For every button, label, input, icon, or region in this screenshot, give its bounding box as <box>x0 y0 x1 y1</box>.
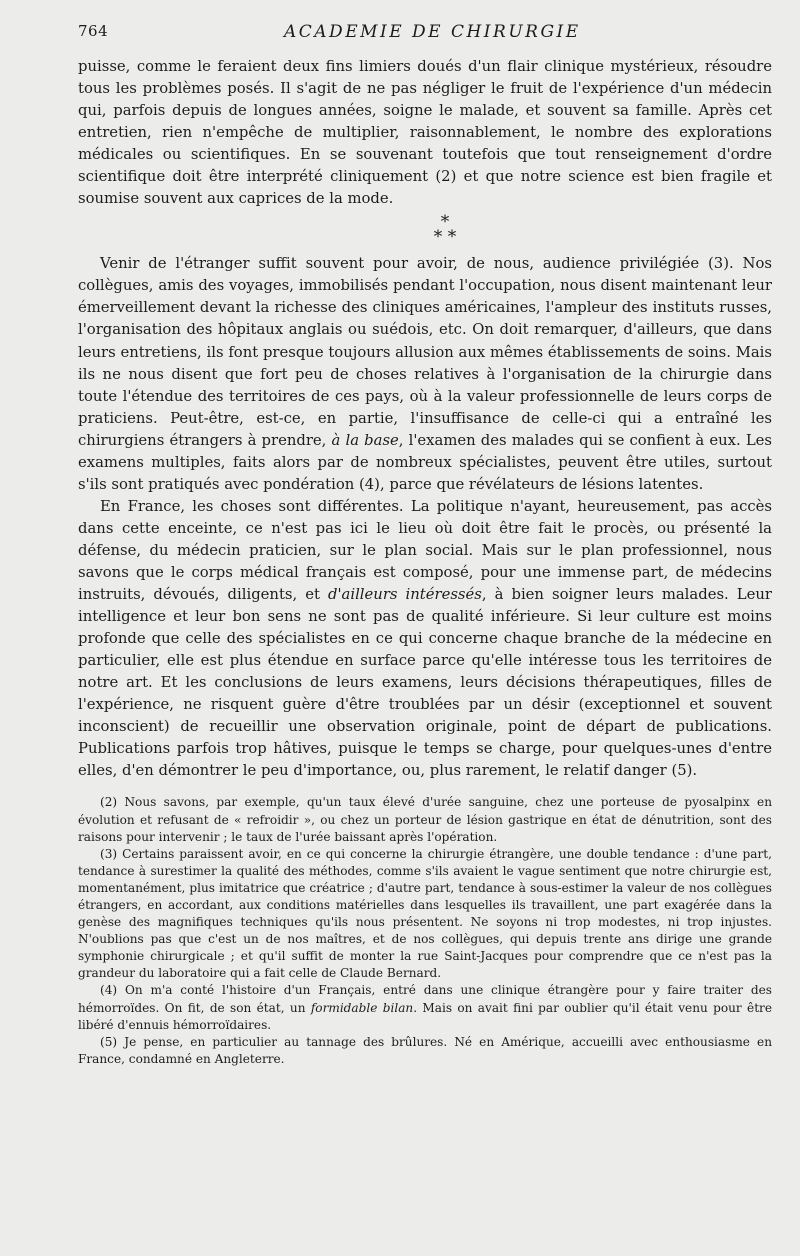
footnotes <box>78 794 772 1068</box>
paragraph-1: puisse, comme le feraient deux fins limiers doués d'un flair clinique mystérieux, résoudre tous les problèmes posés. Il s'agit de ne pas négliger le fruit de l'expérience d'un médecin qui, parfois depuis de longues années, soigne le malade, et souvent sa famille. Après cet entretien, rien n'empêche de multiplier, raisonnablement, le nombre des explorations médicales ou scientifiques. En se souvenant toutefois que tout renseignement d'ordre scientifique doit être interprété cliniquement (2) et que notre science est bien fragile et soumise souvent aux caprices de la mode. <box>78 58 772 208</box>
paragraph-2 <box>78 253 772 496</box>
paragraph-3 <box>78 496 772 783</box>
paragraph-2-part-1: Venir de l'étranger suffit souvent pour avoir, de nous, audience privilégiée (3). Nos collègues, amis des voyages, immobilisés pendant l'occupation, nous disent maintenant leur émerveillement devant la richesse des cliniques américaines, l'ampleur des instituts russes, l'organisation des hôpitaux anglais ou suédois, etc. On doit remarquer, d'ailleurs, que dans leurs entretiens, ils font presque toujours allusion aux mêmes établissements de soins. Mais ils ne nous disent que fort peu de choses relatives à l'organisation de la chirurgie dans toute l'étendue des territoires de ces pays, où à la valeur professionnelle de leurs corps de praticiens. Peut-être, est-ce, en partie, l'insuffisance de celle-ci qui a entraîné les chirurgiens étrangers à prendre, <box>78 255 772 449</box>
paragraph-3-emphasis: d'ailleurs intéressés <box>327 586 482 604</box>
paragraph-2-emphasis: à la base <box>331 431 399 449</box>
paragraph-3-part-1: En France, les choses sont différentes. La politique n'ayant, heureusement, pas accès dans cette enceinte, ce n'est pas ici le lieu où doit être fait le procès, ou présenté la défense, du médecin praticien, sur le plan social. Mais sur le plan professionnel, nous savons que le corps médical français est composé, pour une immense part, de médecins instruits, dévoués, diligents, et <box>78 497 772 604</box>
footnote-2: (2) Nous savons, par exemple, qu'un taux élevé d'urée sanguine, chez une porteuse de pyosalpinx en évolution et refusant de « refroidir », ou chez un porteur de lésion gastrique en état de dénutrition, sont des raisons pour intervenir ; le taux de l'urée baissant après l'opération. <box>78 795 772 844</box>
asterism-top: * <box>440 212 450 233</box>
footnote-5: (5) Je pense, en particulier au tannage des brûlures. Né en Amérique, accueilli avec enthousiasme en France, condamné en Angleterre. <box>78 1034 772 1066</box>
footnote-4 <box>78 982 772 1033</box>
footnote-4-part-2: . Mais on avait fini par oublier qu'il était venu pour être libéré d'ennuis hémorroïdaires. <box>78 1000 772 1032</box>
section-separator <box>118 212 772 248</box>
body-text <box>78 56 772 1068</box>
running-title: ACADEMIE DE CHIRURGIE <box>284 22 581 42</box>
page-number: 764 <box>78 22 109 40</box>
footnote-4-emphasis: formidable bilan <box>310 1000 414 1015</box>
footnote-4-part-1: (4) On m'a conté l'histoire d'un Français, entré dans une clinique étrangère pour y faire traiter des hémorroïdes. On fit, de son état, un <box>78 983 772 1015</box>
asterism-bottom: * * <box>433 227 457 248</box>
footnote-3: (3) Certains paraissent avoir, en ce qui concerne la chirurgie étrangère, une double tendance : d'une part, tendance à surestimer la qualité des méthodes, comme s'ils avaient le vague sentiment que notre chirurgie est, momentanément, plus imitatrice que créatrice ; d'autre part, tendance à sous-estimer la valeur de nos collègues étrangers, en accordant, aux conditions matérielles dans lesquelles ils travaillent, une part exagérée dans la genèse des magnifiques techniques qu'ils nous présentent. Ne soyons ni trop modestes, ni trop injustes. N'oublions pas que c'est un de nos maîtres, et de nos collègues, qui depuis trente ans dirige une grande symphonie chirurgicale ; et qu'il suffit de monter la rue Saint-Jacques pour comprendre que ce n'est pas la grandeur du laboratoire qui a fait celle de Claude Bernard. <box>78 846 772 981</box>
paragraph-2-part-2: , l'examen des malades qui se confient à eux. Les examens multiples, faits alors par de nombreux spécialistes, peuvent être utiles, surtout s'ils sont pratiqués avec pondération (4), parce que révélateurs de lésions latentes. <box>78 431 772 493</box>
paragraph-3-part-2: , à bien soigner leurs malades. Leur intelligence et leur bon sens ne sont pas de qualité inférieure. Si leur culture est moins profonde que celle des spécialistes en ce qui concerne chaque branche de la médecine en particulier, elle est plus étendue en surface parce qu'elle intéresse tous les territoires de notre art. Et les conclusions de leurs examens, leurs décisions thérapeutiques, filles de l'expérience, ne risquent guère d'être troublées par un désir (exceptionnel et souvent inconscient) de recueillir une observation originale, point de départ de publications. Publications parfois trop hâtives, puisque le temps se charge, pour quelques-unes d'entre elles, d'en démontrer le peu d'importance, ou, plus rarement, le relatif danger (5). <box>78 586 772 780</box>
page-header <box>78 22 760 46</box>
